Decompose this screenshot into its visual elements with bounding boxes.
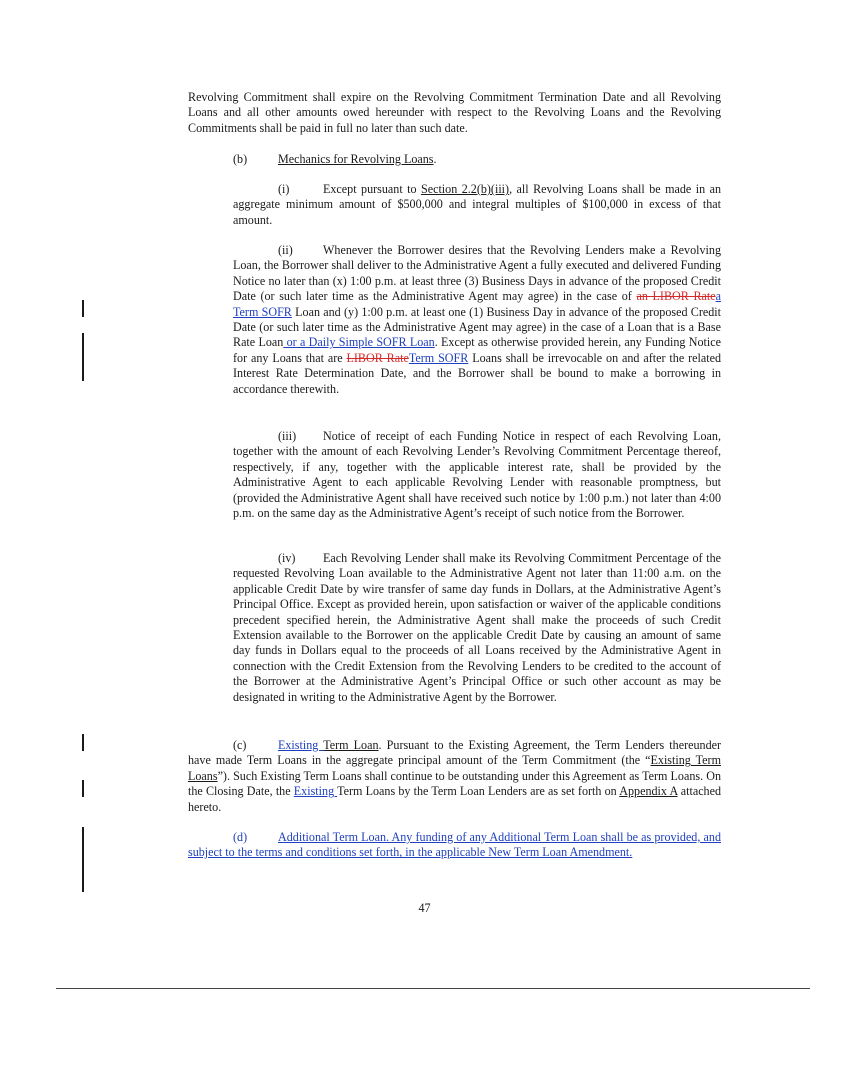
appendix-reference: Appendix A [619,784,678,799]
footer-divider [56,988,810,989]
section-c-text-4: attached hereto. [188,784,722,814]
clause-ii-text-4: Loans shall be irrevocable on and after the related Interest Rate Determination Date, and the Borrower shall be bound to make a borrowing in accordance therewith. [233,350,721,396]
clause-iv-text: Each Revolving Lender shall make its Revolving Commitment Percentage of the requested Revolving Loan available to the Administrative Agent not later than 11:00 a.m. on the applicable Credit Date by wire transfer of same day funds in Dollars, at the Administrative Agent’s Principal Office. Except as provided herein, upon satisfaction or waiver of the applicable conditions precedent specified herein, the Administrative Agent shall make the proceeds of such Credit Extension available to the Borrower on the applicable Credit Date by causing an amount of same day funds in Dollars equal to the proceeds of all Loans received by the Administrative Agent in connection with the Credit Extension from the Revolving Lenders to be credited to the account of the Borrower at the Administrative Agent’s Principal Office or such other account as may be designated in writing to the Administrative Agent by the Borrower. [233,551,721,704]
clause-ii-text: Whenever the Borrower desires that the Revolving Lenders make a Revolving Loan, the Borrower shall deliver to the Administrative Agent a fully executed and delivered Funding Notice no later than (x) 1:00 p.m. at least three (3) Business Days in advance of the proposed Credit Date (or such later time as the Administrative Agent may agree) in the case of [233,243,721,304]
deleted-text: an LIBOR Rate [636,289,716,304]
section-d-text: . Any funding of any Additional Term Loan shall be as provided, and subject to the terms and conditions set forth, in the applicable New Term Loan Amendment. [188,830,721,860]
clause-ii-text-3: . Except as otherwise provided herein, any Funding Notice for any Loans that are [233,335,721,365]
change-bar [82,300,84,317]
section-c [188,738,721,815]
section-d-title: Additional Term Loan [278,830,387,844]
section-c-title: Term Loan [323,738,379,752]
change-bar [82,827,84,892]
clause-i-text: Except pursuant to [323,182,421,196]
inserted-text: Term SOFR [408,350,469,365]
section-c-text-2: ”). Such Existing Term Loans shall continue to be outstanding under this Agreement as Term Loans. On the Closing Date, the [188,768,721,799]
section-b-heading [233,152,721,167]
clause-i-number: (i) [278,182,290,196]
clause-i-text-2: , all Revolving Loans shall be made in an aggregate minimum amount of $500,000 and integral multiples of $100,000 in excess of that amount. [233,182,722,227]
page-number: 47 [418,901,431,915]
paragraph-continuation: Revolving Commitment shall expire on the Revolving Commitment Termination Date and all Revolving Loans and all other amounts owed hereunder with respect to the Revolving Loans and the Revolving Commitments shall be paid in full no later than such date. [188,90,721,135]
deleted-text: LIBOR Rate [346,350,409,365]
clause-ii-number: (ii) [278,243,293,257]
defined-term: Existing Term Loans [188,753,721,783]
change-bar [82,333,84,381]
clause-ii [233,243,721,397]
change-bar [82,780,84,797]
section-c-text-3: Term Loans by the Term Loan Lenders are as set forth on [337,784,620,799]
clause-i [233,182,721,228]
section-b-title: Mechanics for Revolving Loans [278,152,434,166]
section-c-number: (c) [233,738,247,752]
section-reference: Section 2.2(b)(iii) [420,182,510,196]
clause-ii-text-2: Loan and (y) 1:00 p.m. at least one (1) Business Day in advance of the proposed Credit Date (or such later time as the Administrative Agent may agree) in the case of a Loan that is a Base Rate Loan [233,304,721,350]
clause-iii [233,429,721,521]
section-c-text: . Pursuant to the Existing Agreement, the Term Lenders thereunder have made Term Loans in the aggregate principal amount of the Term Commitment (the “ [188,738,722,768]
inserted-text: or a Daily Simple SOFR Loan [283,335,435,350]
section-b-number: (b) [233,152,248,166]
inserted-text: Existing [293,784,338,799]
clause-iv-number: (iv) [278,551,296,565]
change-bar [82,734,84,751]
section-d [188,830,721,861]
inserted-text: Existing [278,738,324,752]
clause-iii-text: Notice of receipt of each Funding Notice in respect of each Revolving Loan, together with the amount of each Revolving Lender’s Revolving Commitment Percentage thereof, respectively, if any, together with the applicable interest rate, shall be provided by the Administrative Agent to each applicable Revolving Lender with reasonable promptness, but (provided the Administrative Agent shall have received such notice by 1:00 p.m.) not later than 4:00 p.m. on the same day as the Administrative Agent’s receipt of such notice from the Borrower. [233,429,721,521]
inserted-text: a Term SOFR [233,289,722,319]
clause-iv [233,551,721,705]
section-d-number: (d) [233,830,248,844]
clause-iii-number: (iii) [278,429,297,443]
section-b-period: . [433,152,437,166]
